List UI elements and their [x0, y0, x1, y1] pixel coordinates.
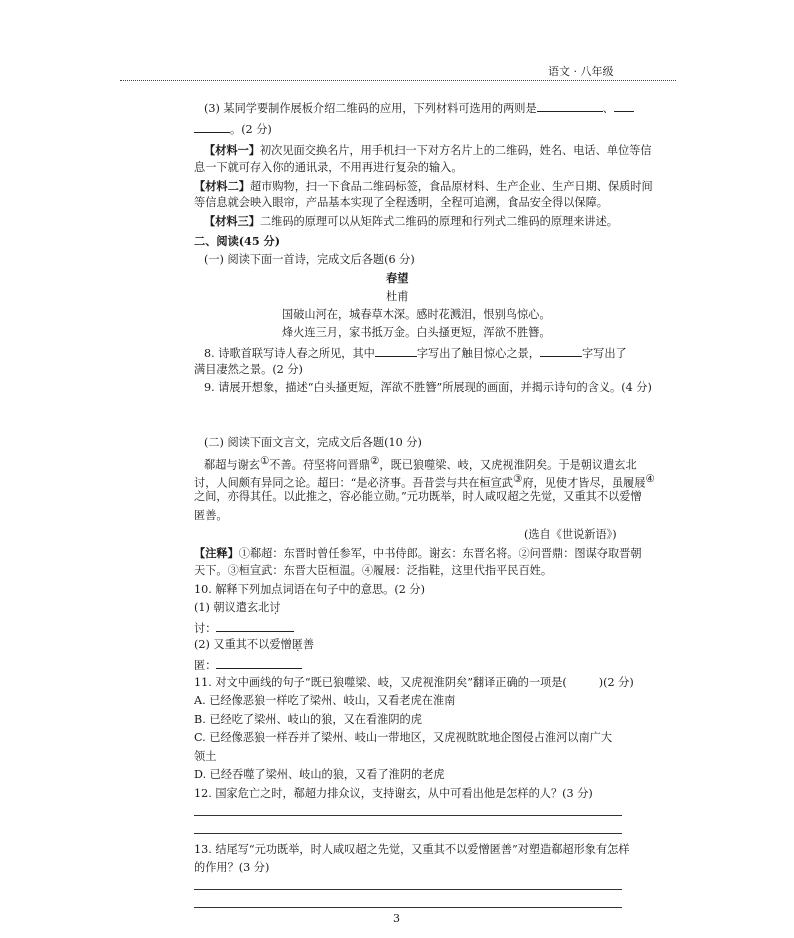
q10-answer2[interactable]: 匿：	[194, 656, 302, 674]
q12-answer-line-1[interactable]	[194, 815, 622, 816]
q12-answer-line-2[interactable]	[194, 833, 622, 834]
notes-line2: 天下。③桓宣武：东晋大臣桓温。④履屐：泛指鞋，这里代指平民百姓。	[194, 564, 553, 577]
q11-option-b[interactable]: B. 已经吃了梁州、岐山的狼，又在看淮阴的虎	[194, 713, 422, 726]
q13-answer-line-1[interactable]	[194, 889, 622, 890]
page-number: 3	[393, 912, 400, 925]
poem-line-2: 烽火连三月，家书抵万金。白头搔更短，浑欲不胜簪。	[282, 326, 551, 339]
q8-line1: 8. 诗歌首联写诗人春之所见，其中 字写出了触目惊心之景， 字写出了	[204, 344, 627, 362]
passage-line2: 讨，人间颇有异同之论。超曰：“是必济事。吾昔尝与共在桓宣武③府，见使才皆尽，虽履屐④	[194, 473, 655, 490]
header-rule	[120, 80, 676, 81]
q12: 12. 国家危亡之时，郗超力排众议，支持谢玄，从中可看出他是怎样的人？(3 分)	[194, 787, 593, 800]
q13-line1: 13. 结尾写“元功既举，时人咸叹超之先觉，又重其不以爱憎匿善”对塑造郗超形象有怎样	[194, 843, 630, 856]
q11-option-c-line1[interactable]: C. 已经像恶狼一样吞并了梁州、岐山一带地区，又虎视眈眈地企图侵占淮河以南广大	[194, 731, 613, 744]
material-2-line2: 等信息就会映入眼帘，产品基本实现了全程透明，全程可追溯，食品安全得以保障。	[194, 196, 608, 209]
poem-line-1: 国破山河在，城春草木深。感时花溅泪，恨别鸟惊心。	[282, 308, 551, 321]
q10: 10. 解释下列加点词语在句子中的意思。(2 分)	[194, 583, 425, 596]
q8-line2: 满目凄然之景。(2 分)	[194, 363, 303, 376]
notes-line1: 【注释】①郗超：东晋时曾任参军，中书侍郎。谢玄：东晋名将。②问晋鼎：图谋夺取晋朝	[194, 546, 642, 560]
passage-line3: 之间，亦得其任。以此推之，容必能立勋。”元功既举，时人咸叹超之先觉，又重其不以爱憎	[194, 490, 642, 503]
q10-item1: (1) 朝议遣玄北讨	[194, 601, 281, 614]
passage-line1: 郗超与谢玄①不善。苻坚将问晋鼎②，既已狼噬梁、岐，又虎视淮阴矣。于是朝议遣玄北	[204, 455, 637, 472]
q13-answer-line-2[interactable]	[194, 907, 622, 908]
q3-line2: 。(2 分)	[194, 120, 272, 138]
q13-line2: 的作用？(3 分)	[194, 861, 270, 874]
q10-item2: (2) 又重其不以爱憎匿善	[194, 638, 315, 651]
q3-line1: (3) 某同学要制作展板介绍二维码的应用，下列材料可选用的两则是 、	[204, 99, 634, 117]
poem-title: 春望	[386, 271, 409, 285]
material-1-line2: 息一下就可存入你的通讯录，不用再进行复杂的输入。	[194, 161, 463, 174]
part1-intro: (一) 阅读下面一首诗，完成文后各题(6 分)	[204, 253, 415, 266]
q9: 9. 请展开想象，描述“白头搔更短，浑欲不胜簪”所展现的画面，并揭示诗句的含义。(4 分)	[204, 381, 652, 394]
section-2-title: 二、阅读(45 分)	[194, 234, 280, 248]
q11: 11. 对文中画线的句子“既已狼噬梁、岐，又虎视淮阴矣”翻译正确的一项是( )(2 分)	[194, 676, 634, 689]
material-3: 【材料三】二维码的原理可以从矩阵式二维码的原理和行列式二维码的原理来讲述。	[204, 214, 618, 228]
passage-source: (选自《世说新语》)	[524, 528, 617, 541]
header-subject: 语文 · 八年级	[548, 65, 614, 78]
material-1-line1: 【材料一】初次见面交换名片，用手机扫一下对方名片上的二维码，姓名、电话、单位等信	[204, 143, 652, 157]
q11-option-a[interactable]: A. 已经像恶狼一样吃了梁州、岐山，又看老虎在淮南	[194, 694, 456, 707]
q11-option-d[interactable]: D. 已经吞噬了梁州、岐山的狼，又看了淮阴的老虎	[194, 768, 445, 781]
q10-answer1[interactable]: 讨：	[194, 619, 294, 637]
material-2-line1: 【材料二】超市购物，扫一下食品二维码标签，食品原材料、生产企业、生产日期、保质时间	[194, 179, 653, 193]
passage-line4: 匿善。	[194, 509, 228, 522]
poem-author: 杜甫	[386, 290, 409, 303]
part2-intro: (二) 阅读下面文言文，完成文后各题(10 分)	[204, 436, 422, 449]
q11-option-c-line2[interactable]: 领土	[194, 750, 217, 763]
